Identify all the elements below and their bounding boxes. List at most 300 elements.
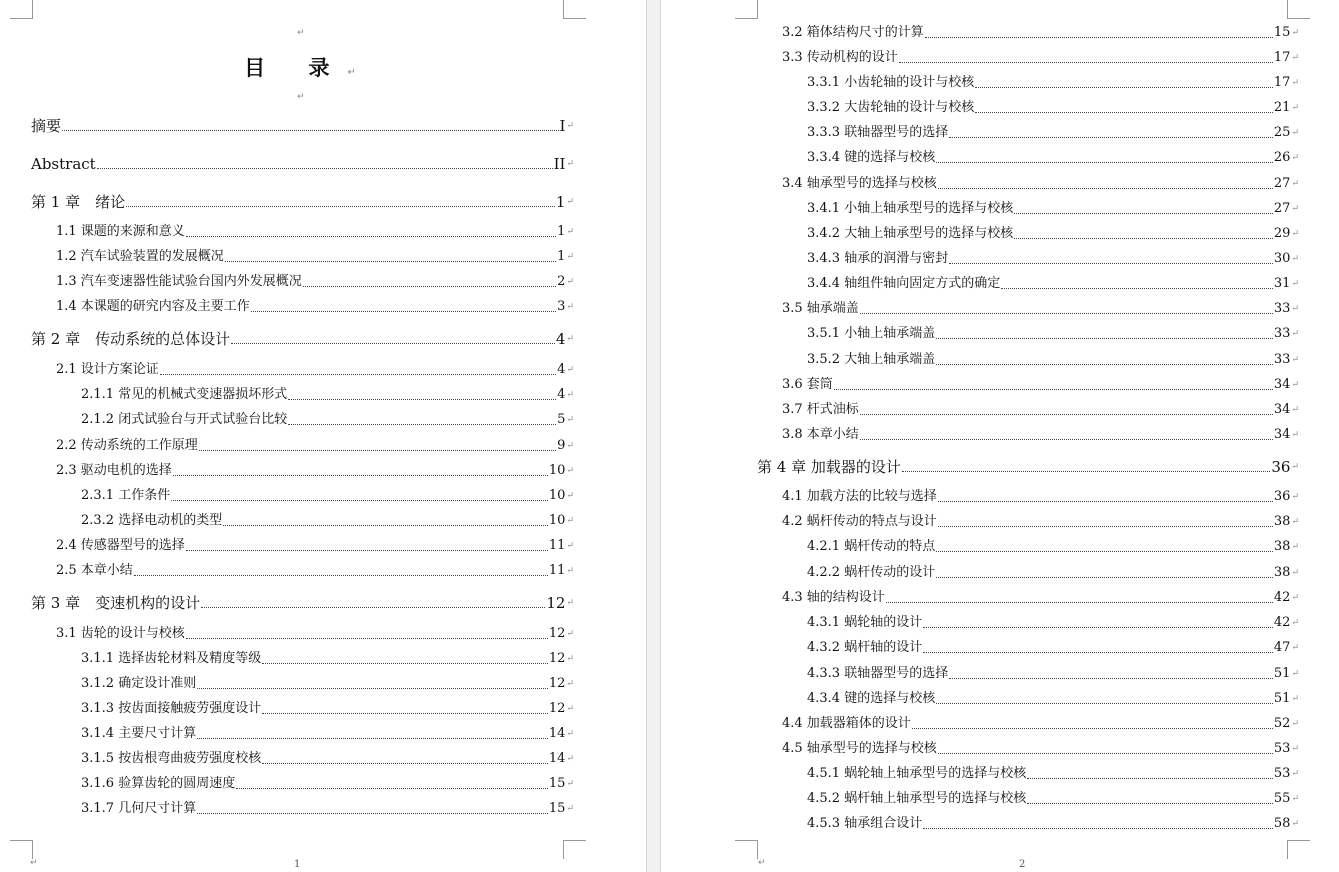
toc-entry-page: 10 [548, 488, 566, 503]
paragraph-mark: ↵ [1291, 53, 1299, 63]
toc-entry-title: 4.2.1 蜗杆传动的特点 [807, 539, 936, 554]
paragraph-mark: ↵ [566, 277, 574, 287]
dot-leader [1027, 778, 1273, 779]
toc-entry-title: 4.4 加载器箱体的设计 [782, 716, 911, 731]
toc-entry-page: 15 [548, 801, 566, 816]
toc-entry[interactable] [81, 487, 574, 505]
toc-entry-title: 2.2 传动系统的工作原理 [56, 438, 198, 453]
toc-entry-title: 4.2.2 蜗杆传动的设计 [807, 565, 936, 580]
toc-entry[interactable] [56, 462, 574, 480]
toc-entry[interactable] [782, 300, 1299, 318]
toc-entry-title: 2.1.1 常见的机械式变速器损坏形式 [81, 387, 288, 402]
toc-entry[interactable] [807, 790, 1299, 808]
paragraph-mark: ↵ [566, 629, 574, 639]
page-number: 2 [1019, 859, 1026, 870]
toc-entry-title: 4.1 加载方法的比较与选择 [782, 489, 937, 504]
toc-entry-page: 33 [1273, 352, 1291, 367]
toc-entry-title: 1.3 汽车变速器性能试验台国内外发展概况 [56, 274, 302, 289]
paragraph-mark: ↵ [566, 227, 574, 237]
toc-entry-page: 51 [1273, 666, 1291, 681]
paragraph-mark: ↵ [566, 441, 574, 451]
dot-leader [938, 753, 1273, 754]
toc-entries [0, 0, 646, 872]
toc-entry-page: 17 [1273, 75, 1291, 90]
toc-entry-page: 30 [1273, 251, 1291, 266]
dot-leader [173, 475, 548, 476]
toc-entry[interactable] [807, 275, 1299, 293]
toc-entry-title: 3.1.5 按齿根弯曲疲劳强度校核 [81, 751, 262, 766]
toc-entry-title: 3.1.3 按齿面接触疲劳强度设计 [81, 701, 262, 716]
toc-entry[interactable] [56, 248, 574, 266]
dot-leader [223, 525, 548, 526]
paragraph-mark: ↵ [1291, 279, 1299, 289]
dot-leader [288, 424, 556, 425]
toc-entry-title: 3.4 轴承型号的选择与校核 [782, 176, 937, 191]
toc-entry[interactable] [81, 750, 574, 768]
toc-entry[interactable] [807, 124, 1299, 142]
toc-entry-page: 12 [548, 676, 566, 691]
toc-entry-title: 3.1.1 选择齿轮材料及精度等级 [81, 651, 262, 666]
toc-entry-page: 3 [557, 299, 566, 314]
toc-entry-page: 53 [1273, 741, 1291, 756]
toc-entry-title: 4.5.2 蜗杆轴上轴承型号的选择与校核 [807, 791, 1027, 806]
toc-entry-title: Abstract [31, 155, 96, 173]
paragraph-mark: ↵ [566, 390, 574, 400]
paragraph-mark: ↵ [1291, 128, 1299, 138]
toc-entry-page: 2 [557, 274, 566, 289]
toc-entry[interactable] [81, 411, 574, 429]
dot-leader [186, 236, 556, 237]
dot-leader [262, 763, 548, 764]
toc-entry[interactable] [807, 225, 1299, 243]
toc-entry-title: 4.3 轴的结构设计 [782, 590, 885, 605]
toc-entry-title: 2.3.1 工作条件 [81, 488, 171, 503]
toc-entry-title: 1.4 本课题的研究内容及主要工作 [56, 299, 250, 314]
paragraph-mark: ↵ [1291, 430, 1299, 440]
toc-entry[interactable] [56, 562, 574, 580]
paragraph-mark: ↵ [1291, 819, 1299, 829]
toc-entry[interactable] [81, 386, 574, 404]
toc-entry-page: 31 [1273, 276, 1291, 291]
paragraph-mark: ↵ [1291, 719, 1299, 729]
toc-entry-page: 15 [548, 776, 566, 791]
dot-leader [938, 188, 1273, 189]
toc-entry[interactable] [31, 193, 574, 211]
paragraph-mark: ↵ [1291, 462, 1299, 472]
paragraph-mark: ↵ [1291, 593, 1299, 603]
toc-entry-page: 26 [1273, 150, 1291, 165]
paragraph-mark: ↵ [1291, 229, 1299, 239]
toc-entry-page: I [559, 117, 566, 135]
paragraph-mark: ↵ [566, 679, 574, 689]
dot-leader [171, 500, 548, 501]
toc-entry-title: 4.3.4 键的选择与校核 [807, 691, 936, 706]
paragraph-mark: ↵ [566, 365, 574, 375]
toc-entry-page: 42 [1273, 615, 1291, 630]
toc-entry-title: 3.3.3 联轴器型号的选择 [807, 125, 949, 140]
dot-leader [199, 450, 556, 451]
toc-entry[interactable] [81, 700, 574, 718]
toc-entry-page: 38 [1273, 565, 1291, 580]
toc-entry-title: 3.5.1 小轴上轴承端盖 [807, 326, 936, 341]
paragraph-mark: ↵ [566, 491, 574, 501]
toc-entry-title: 第 1 章 绪论 [31, 193, 126, 211]
toc-entry[interactable] [807, 564, 1299, 582]
paragraph-mark: ↵ [1291, 694, 1299, 704]
dot-leader [923, 627, 1273, 628]
paragraph-mark: ↵ [1291, 542, 1299, 552]
paragraph-mark: ↵ [566, 415, 574, 425]
toc-entry-page: 12 [548, 701, 566, 716]
document-page-1 [0, 0, 646, 872]
paragraph-mark: ↵ [1291, 28, 1299, 38]
dot-leader [949, 678, 1273, 679]
toc-entry-title: 第 3 章 变速机构的设计 [31, 594, 201, 612]
dot-leader [938, 501, 1273, 502]
paragraph-mark: ↵ [566, 704, 574, 714]
toc-entry[interactable] [81, 725, 574, 743]
paragraph-mark: ↵ [566, 466, 574, 476]
paragraph-mark: ↵ [566, 729, 574, 739]
toc-entry[interactable] [807, 765, 1299, 783]
toc-entry-title: 4.5.3 轴承组合设计 [807, 816, 923, 831]
dot-leader [201, 607, 545, 608]
dot-leader [288, 399, 556, 400]
toc-entry[interactable] [807, 639, 1299, 657]
toc-entry[interactable] [757, 458, 1299, 476]
toc-entry-title: 3.2 箱体结构尺寸的计算 [782, 25, 924, 40]
toc-entry[interactable] [782, 715, 1299, 733]
toc-entry-page: 11 [548, 563, 566, 578]
paragraph-mark: ↵ [1291, 618, 1299, 628]
toc-entry-title: 3.1.2 确定设计准则 [81, 676, 197, 691]
paragraph-mark: ↵ [566, 779, 574, 789]
dot-leader [1014, 213, 1273, 214]
toc-entry-title: 1.2 汽车试验装置的发展概况 [56, 249, 224, 264]
dot-leader [936, 577, 1273, 578]
dot-leader [1001, 288, 1273, 289]
toc-entry-title: 4.2 蜗杆传动的特点与设计 [782, 514, 937, 529]
toc-entry-page: 33 [1273, 301, 1291, 316]
paragraph-mark: ↵ [1291, 769, 1299, 779]
toc-entry-page: 14 [548, 751, 566, 766]
toc-entry[interactable] [31, 330, 574, 348]
paragraph-mark: ↵ [297, 28, 305, 38]
toc-entry[interactable] [782, 488, 1299, 506]
toc-entry-title: 3.4.1 小轴上轴承型号的选择与校核 [807, 201, 1014, 216]
toc-entry[interactable] [807, 325, 1299, 343]
paragraph-mark: ↵ [566, 334, 574, 344]
toc-entry-page: 34 [1273, 402, 1291, 417]
toc-entry-title: 3.7 杆式油标 [782, 402, 859, 417]
toc-entry[interactable] [807, 99, 1299, 117]
toc-entry-page: 51 [1273, 691, 1291, 706]
toc-entry-title: 3.4.2 大轴上轴承型号的选择与校核 [807, 226, 1014, 241]
paragraph-mark: ↵ [566, 566, 574, 576]
paragraph-mark: ↵ [566, 252, 574, 262]
dot-leader [936, 703, 1273, 704]
dot-leader [62, 130, 559, 131]
toc-entry-title: 3.5 轴承端盖 [782, 301, 859, 316]
dot-leader [197, 688, 548, 689]
toc-entry-page: 34 [1273, 377, 1291, 392]
toc-entry[interactable] [807, 250, 1299, 268]
toc-entry[interactable] [31, 594, 574, 612]
dot-leader [949, 137, 1273, 138]
toc-entry[interactable] [807, 200, 1299, 218]
toc-entry-page: 58 [1273, 816, 1291, 831]
toc-entry[interactable] [81, 775, 574, 793]
toc-entry[interactable] [56, 223, 574, 241]
toc-entry[interactable] [81, 675, 574, 693]
paragraph-mark: ↵ [1291, 744, 1299, 754]
toc-entry-page: 55 [1273, 791, 1291, 806]
dot-leader [231, 343, 555, 344]
toc-entry-page: 34 [1273, 427, 1291, 442]
toc-entry-page: 53 [1273, 766, 1291, 781]
paragraph-mark: ↵ [566, 654, 574, 664]
paragraph-mark: ↵ [566, 598, 574, 608]
dot-leader [1027, 803, 1273, 804]
toc-entry-page: 4 [557, 387, 566, 402]
dot-leader [160, 374, 556, 375]
toc-entry-page: II [553, 155, 566, 173]
toc-entry-title: 3.1 齿轮的设计与校核 [56, 626, 185, 641]
toc-entry-page: 21 [1273, 100, 1291, 115]
dot-leader [936, 551, 1273, 552]
toc-entry-title: 摘要 [31, 117, 62, 135]
toc-entry-title: 第 4 章 加载器的设计 [757, 458, 901, 476]
page-gap [646, 0, 661, 872]
toc-entry-page: 4 [557, 362, 566, 377]
dot-leader [197, 813, 548, 814]
toc-entry[interactable] [782, 513, 1299, 531]
toc-entry[interactable] [807, 538, 1299, 556]
toc-entry[interactable] [56, 537, 574, 555]
toc-entry-page: 33 [1273, 326, 1291, 341]
paragraph-mark: ↵ [566, 541, 574, 551]
paragraph-mark: ↵ [1291, 405, 1299, 415]
dot-leader [860, 313, 1273, 314]
toc-entry-title: 3.8 本章小结 [782, 427, 859, 442]
paragraph-mark: ↵ [1291, 153, 1299, 163]
toc-entry-page: 1 [557, 249, 566, 264]
toc-entry-title: 2.4 传感器型号的选择 [56, 538, 185, 553]
dot-leader [197, 738, 548, 739]
paragraph-mark: ↵ [758, 858, 766, 868]
paragraph-mark: ↵ [1291, 78, 1299, 88]
dot-leader [899, 62, 1273, 63]
toc-entry[interactable] [56, 437, 574, 455]
dot-leader [262, 663, 548, 664]
toc-entry-page: 5 [557, 412, 566, 427]
toc-entry-page: 38 [1273, 539, 1291, 554]
toc-entry-title: 4.3.3 联轴器型号的选择 [807, 666, 949, 681]
dot-leader [923, 652, 1273, 653]
toc-entry-title: 4.5 轴承型号的选择与校核 [782, 741, 937, 756]
toc-entry[interactable] [56, 361, 574, 379]
toc-entry-page: 10 [548, 513, 566, 528]
toc-entry[interactable] [807, 149, 1299, 167]
dot-leader [186, 550, 548, 551]
toc-entry[interactable] [56, 298, 574, 316]
dot-leader [902, 471, 1271, 472]
toc-entry-title: 3.1.7 几何尺寸计算 [81, 801, 197, 816]
dot-leader [303, 286, 556, 287]
dot-leader [923, 828, 1273, 829]
dot-leader [886, 602, 1273, 603]
toc-entry-title: 2.3.2 选择电动机的类型 [81, 513, 223, 528]
toc-entry[interactable] [807, 74, 1299, 92]
document-page-2 [661, 0, 1339, 872]
toc-entry-title: 3.3.2 大齿轮轴的设计与校核 [807, 100, 975, 115]
dot-leader [126, 206, 555, 207]
toc-entry[interactable] [782, 175, 1299, 193]
toc-entry-page: 15 [1273, 25, 1291, 40]
toc-entry-page: 27 [1273, 176, 1291, 191]
toc-entry-page: 36 [1273, 489, 1291, 504]
toc-entry[interactable] [782, 376, 1299, 394]
dot-leader [262, 713, 548, 714]
dot-leader [1014, 238, 1273, 239]
dot-leader [860, 414, 1273, 415]
toc-entry-title: 第 2 章 传动系统的总体设计 [31, 330, 231, 348]
toc-entry-title: 2.1.2 闭式试验台与开式试验台比较 [81, 412, 288, 427]
toc-entry[interactable] [807, 690, 1299, 708]
toc-entry-title: 4.5.1 蜗轮轴上轴承型号的选择与校核 [807, 766, 1027, 781]
toc-entry-page: 36 [1271, 458, 1291, 476]
dot-leader [225, 261, 556, 262]
paragraph-mark: ↵ [347, 67, 356, 78]
toc-entry-title: 3.3.4 键的选择与校核 [807, 150, 936, 165]
toc-entry-title: 1.1 课题的来源和意义 [56, 224, 185, 239]
toc-entry-page: 38 [1273, 514, 1291, 529]
dot-leader [186, 638, 548, 639]
toc-entry-title: 3.4.4 轴组件轴向固定方式的确定 [807, 276, 1001, 291]
paragraph-mark: ↵ [566, 159, 574, 169]
toc-entries [661, 0, 1339, 872]
dot-leader [860, 439, 1273, 440]
dot-leader [925, 37, 1273, 38]
paragraph-mark: ↵ [1291, 492, 1299, 502]
toc-entry-page: 29 [1273, 226, 1291, 241]
toc-entry-title: 4.3.2 蜗杆轴的设计 [807, 640, 923, 655]
toc-entry-title: 3.3.1 小齿轮轴的设计与校核 [807, 75, 975, 90]
paragraph-mark: ↵ [1291, 355, 1299, 365]
paragraph-mark: ↵ [1291, 669, 1299, 679]
toc-entry[interactable] [807, 614, 1299, 632]
dot-leader [975, 87, 1273, 88]
paragraph-mark: ↵ [297, 92, 305, 102]
toc-entry-page: 12 [548, 626, 566, 641]
toc-entry-page: 14 [548, 726, 566, 741]
paragraph-mark: ↵ [1291, 254, 1299, 264]
paragraph-mark: ↵ [30, 858, 38, 868]
toc-entry[interactable] [782, 740, 1299, 758]
toc-entry-title: 3.5.2 大轴上轴承端盖 [807, 352, 936, 367]
toc-entry-page: 52 [1273, 716, 1291, 731]
toc-entry-page: 42 [1273, 590, 1291, 605]
toc-entry-page: 27 [1273, 201, 1291, 216]
paragraph-mark: ↵ [566, 804, 574, 814]
toc-title-text: 目 录 [244, 56, 348, 80]
toc-entry[interactable] [782, 589, 1299, 607]
toc-entry-title: 3.6 套筒 [782, 377, 833, 392]
toc-entry-title: 2.1 设计方案论证 [56, 362, 159, 377]
paragraph-mark: ↵ [1291, 304, 1299, 314]
toc-entry[interactable] [782, 426, 1299, 444]
toc-entry-page: 9 [557, 438, 566, 453]
toc-entry[interactable] [31, 155, 574, 173]
paragraph-mark: ↵ [1291, 179, 1299, 189]
toc-entry[interactable] [56, 625, 574, 643]
paragraph-mark: ↵ [566, 121, 574, 131]
page-number: 1 [294, 859, 301, 870]
paragraph-mark: ↵ [1291, 204, 1299, 214]
dot-leader [134, 575, 548, 576]
dot-leader [912, 728, 1273, 729]
toc-entry-title: 2.5 本章小结 [56, 563, 133, 578]
toc-entry-page: 17 [1273, 50, 1291, 65]
toc-entry[interactable] [56, 273, 574, 291]
dot-leader [236, 788, 548, 789]
toc-entry-page: 12 [546, 594, 566, 612]
toc-entry-page: 25 [1273, 125, 1291, 140]
toc-entry-page: 47 [1273, 640, 1291, 655]
toc-entry-title: 4.3.1 蜗轮轴的设计 [807, 615, 923, 630]
dot-leader [97, 168, 553, 169]
toc-entry[interactable] [782, 24, 1299, 42]
toc-entry-page: 10 [548, 463, 566, 478]
dot-leader [251, 311, 556, 312]
toc-entry-page: 4 [555, 330, 566, 348]
paragraph-mark: ↵ [1291, 643, 1299, 653]
toc-entry-title: 3.3 传动机构的设计 [782, 50, 898, 65]
paragraph-mark: ↵ [1291, 794, 1299, 804]
dot-leader [936, 338, 1273, 339]
dot-leader [936, 364, 1273, 365]
paragraph-mark: ↵ [1291, 329, 1299, 339]
toc-entry[interactable] [81, 800, 574, 818]
toc-entry-page: 1 [555, 193, 566, 211]
dot-leader [936, 162, 1273, 163]
paragraph-mark: ↵ [1291, 103, 1299, 113]
toc-entry[interactable] [807, 665, 1299, 683]
toc-entry[interactable] [807, 815, 1299, 833]
toc-entry-page: 1 [557, 224, 566, 239]
dot-leader [949, 263, 1273, 264]
paragraph-mark: ↵ [566, 754, 574, 764]
toc-entry[interactable] [782, 49, 1299, 67]
paragraph-mark: ↵ [1291, 517, 1299, 527]
paragraph-mark: ↵ [566, 302, 574, 312]
paragraph-mark: ↵ [566, 197, 574, 207]
paragraph-mark: ↵ [566, 516, 574, 526]
toc-entry[interactable] [782, 401, 1299, 419]
toc-entry[interactable] [807, 351, 1299, 369]
toc-entry-title: 3.1.4 主要尺寸计算 [81, 726, 197, 741]
toc-entry-title: 3.1.6 验算齿轮的圆周速度 [81, 776, 236, 791]
paragraph-mark: ↵ [1291, 380, 1299, 390]
toc-entry-title: 2.3 驱动电机的选择 [56, 463, 172, 478]
dot-leader [834, 389, 1273, 390]
toc-entry[interactable] [81, 512, 574, 530]
paragraph-mark: ↵ [1291, 568, 1299, 578]
toc-entry[interactable] [31, 117, 574, 135]
toc-entry-title: 3.4.3 轴承的润滑与密封 [807, 251, 949, 266]
dot-leader [975, 112, 1273, 113]
toc-entry[interactable] [81, 650, 574, 668]
